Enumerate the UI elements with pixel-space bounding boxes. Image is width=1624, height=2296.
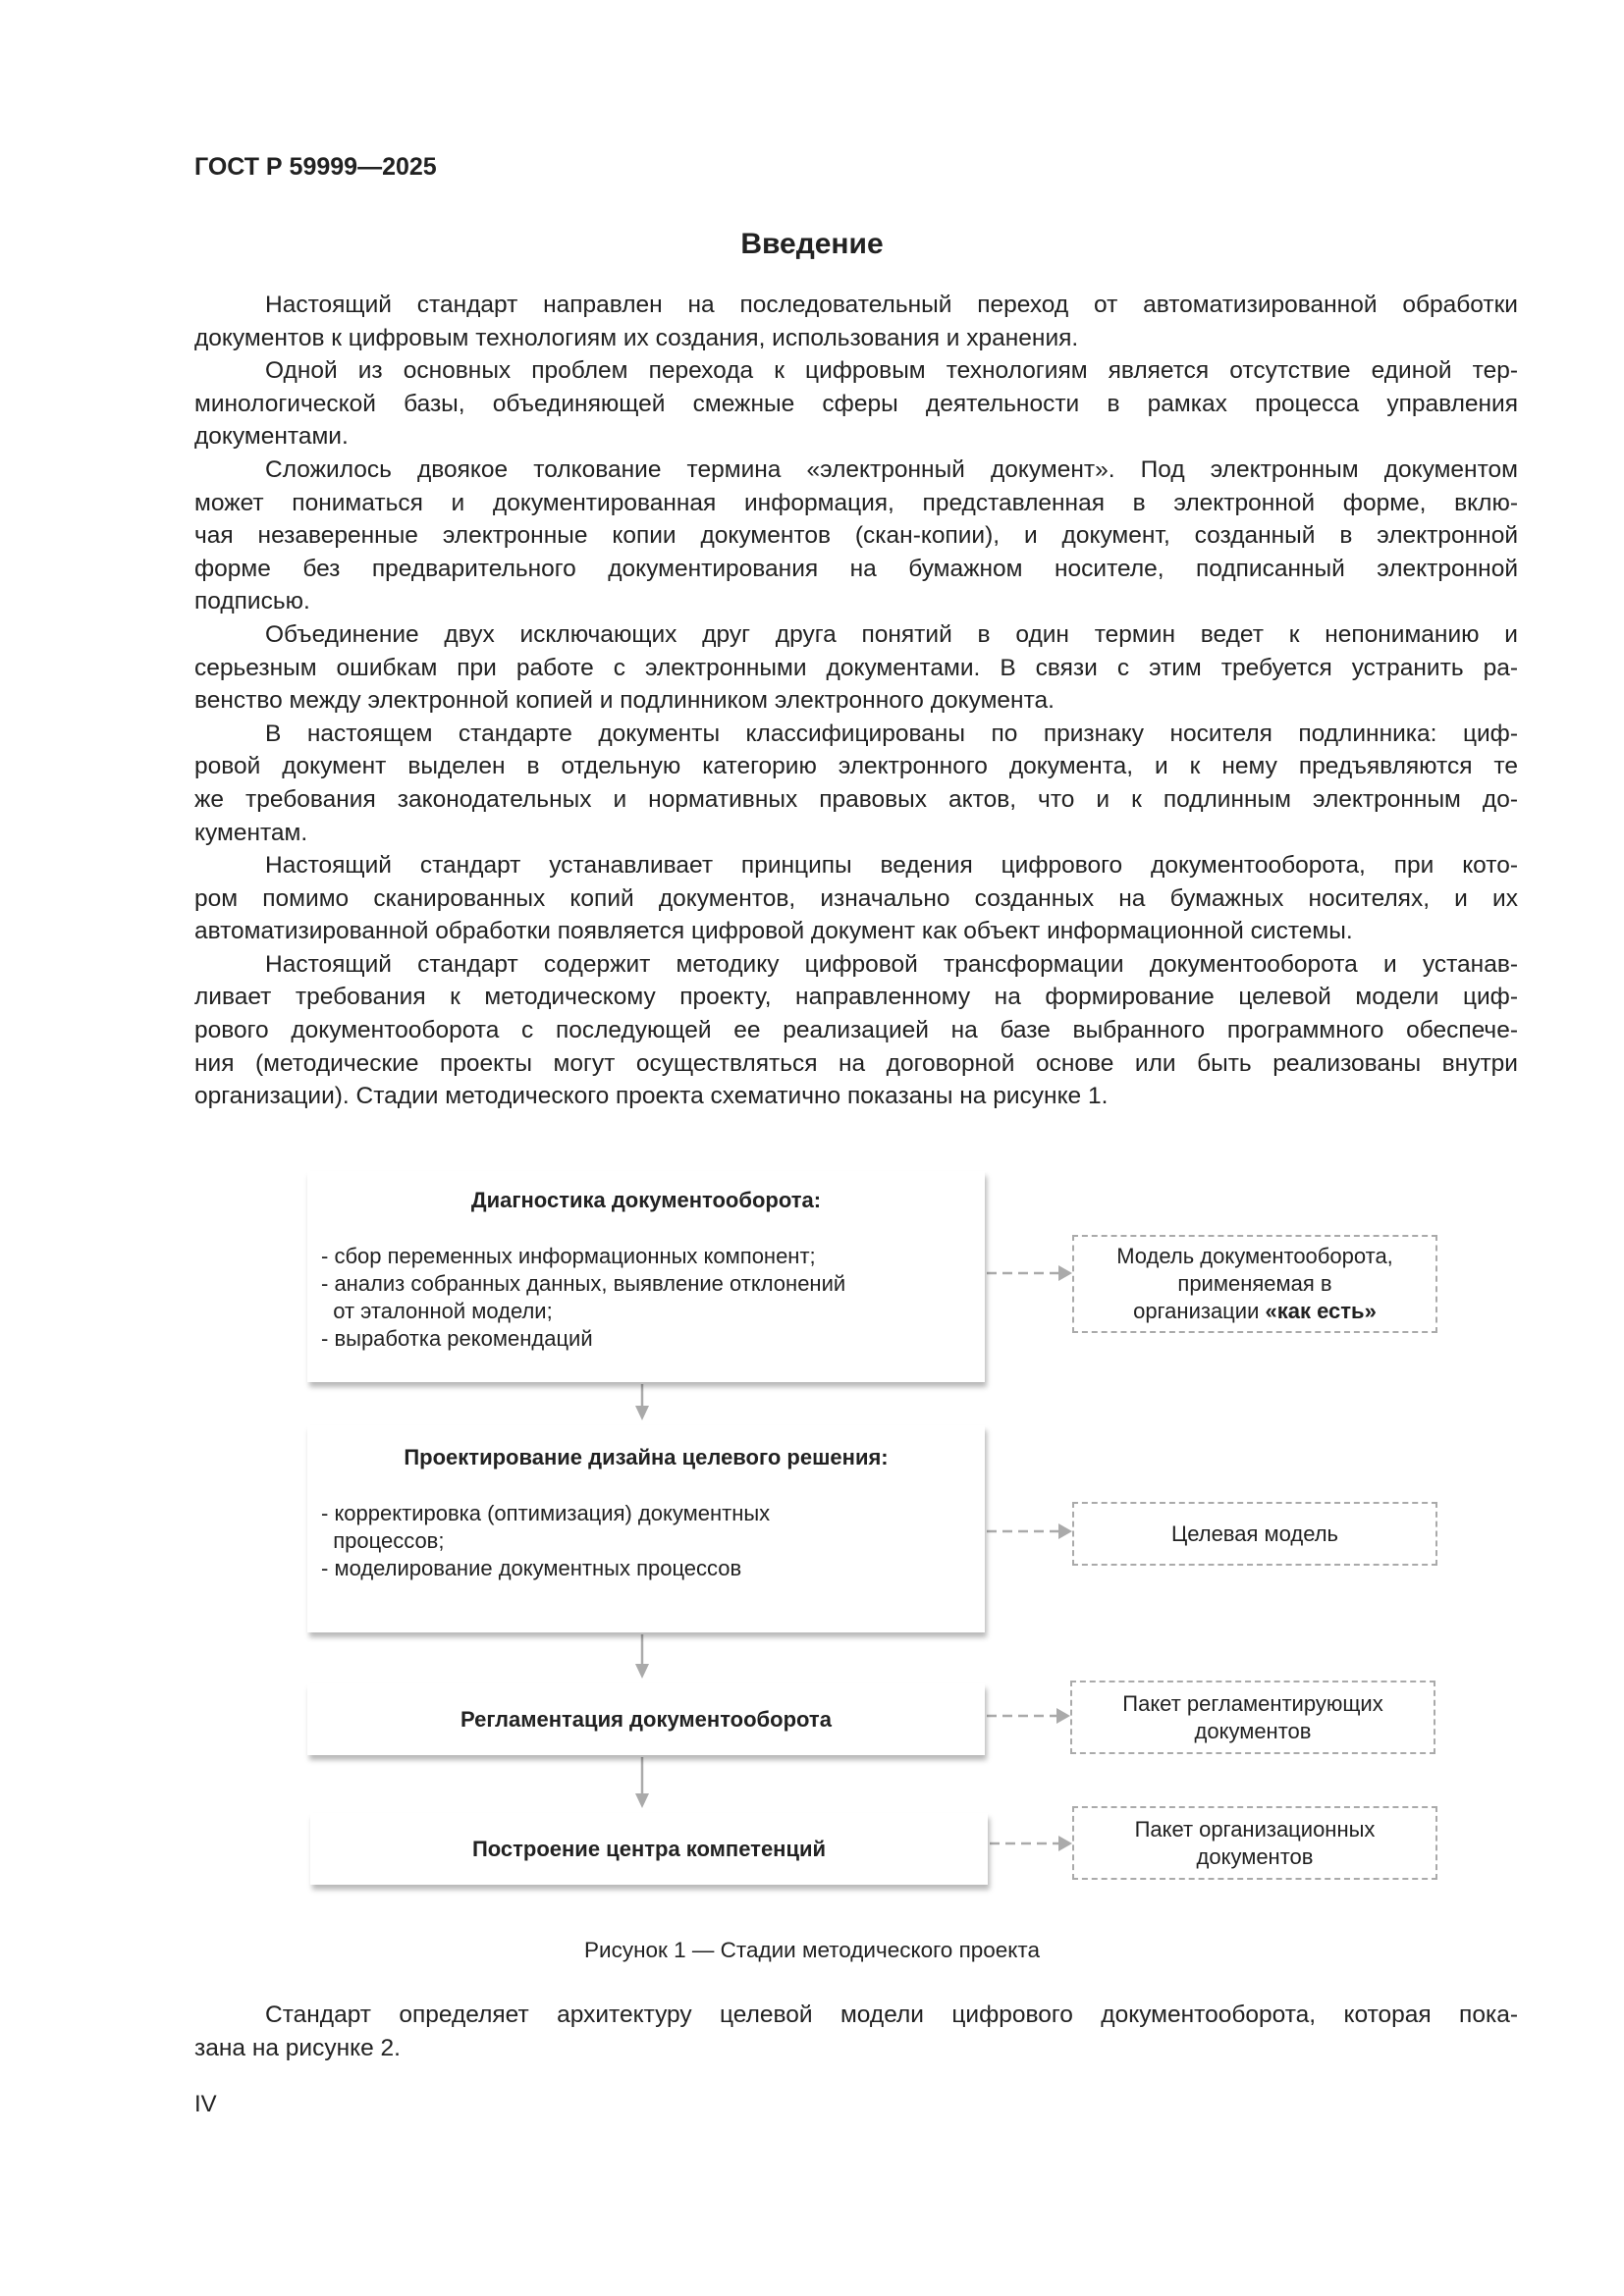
stage-item: - выработка рекомендаций [321,1326,593,1351]
text-line: ливает требования к методическому проекту, направленному на формирование целевой модели циф- [194,984,1518,1011]
output-text: Модель документооборота, [1116,1244,1393,1268]
text-line: Настоящий стандарт направлен на последовательный переход от автоматизированной обработки [265,292,1518,318]
text-line: Настоящий стандарт устанавливает принципы ведения цифрового документооборота, при кото- [265,852,1518,880]
output-text-bold: «как есть» [1265,1299,1377,1323]
stage-item: - моделирование документных процессов [321,1556,742,1580]
output-text: организации [1133,1299,1266,1323]
text-line: Объединение двух исключающих друг друга понятий в один термин ведет к непониманию и [265,620,1518,648]
output-text: Пакет организационных [1134,1816,1376,1842]
text-line: документами. [194,423,349,451]
text-line: Сложилось двоякое толкование термина «электронный документ». Под электронным документом [265,455,1518,483]
stage-box-diagnostics [307,1171,985,1382]
stage-box-regulation [307,1683,985,1755]
text-line: чая незаверенные электронные копии документов (скан-копии), и документ, созданный в электронной [194,522,1518,550]
stage-box-design [307,1425,985,1632]
text-line: Настоящий стандарт содержит методику цифровой трансформации документооборота и устанав- [265,950,1518,978]
text-line: ровой документ выделен в отдельную категорию электронного документа, и к нему предъявляются те [194,753,1518,780]
document-header: ГОСТ Р 59999—2025 [194,153,437,181]
output-box-target-model [1072,1502,1437,1566]
output-text: Целевая модель [1170,1521,1339,1546]
text-line: ром помимо сканированных копий документов, изначально созданных на бумажных носителях, и их [194,884,1518,912]
section-title: Введение [740,228,884,260]
down-arrow-icon [635,1384,649,1420]
text-line: ния (методические проекты могут осуществляться на договорной основе или быть реализованы внутри [194,1049,1518,1077]
stage-title: Регламентация документооборота [460,1706,832,1732]
text-line: подписью. [194,588,310,615]
text-line: рового документооборота с последующей ее реализацией на базе выбранного программного обеспече- [194,1017,1518,1044]
text-line: может пониматься и документированная информация, представленная в электронной форме, вклю- [194,489,1518,516]
stage-title: Построение центра компетенций [471,1836,827,1861]
output-box-regulating-docs [1070,1681,1435,1754]
output-text: документов [1196,1843,1314,1869]
output-box-as-is-model [1072,1235,1437,1333]
final-paragraph [194,1999,1518,2064]
figure-caption: Рисунок 1 — Стадии методического проекта [584,1938,1040,1962]
text-line: зана на рисунке 2. [194,2034,401,2061]
stage-title: Проектирование дизайна целевого решения: [404,1445,889,1469]
stage-title: Диагностика документооборота: [470,1188,822,1212]
intro-text [194,289,1518,1113]
text-line: организации). Стадии методического проекта схематично показаны на рисунке 1. [194,1083,1109,1110]
text-line: Стандарт определяет архитектуру целевой модели цифрового документооборота, которая пока- [265,2002,1518,2028]
stage-box-competence [310,1813,988,1885]
stage-item: от эталонной модели; [321,1299,553,1323]
output-text: Пакет регламентирующих [1122,1690,1383,1716]
text-line: Одной из основных проблем перехода к цифровым технологиям является отсутствие единой тер- [265,357,1518,385]
stage-item: - корректировка (оптимизация) документных [321,1501,771,1525]
text-line: венство между электронной копией и подлинником электронного документа. [194,687,1055,715]
output-text: применяемая в [1177,1271,1332,1296]
stage-item: - сбор переменных информационных компонент; [321,1244,816,1268]
stage-item: процессов; [321,1528,445,1553]
output-box-org-docs [1072,1806,1437,1880]
output-text: документов [1194,1718,1312,1743]
stage-item: - анализ собранных данных, выявление отклонений [321,1271,846,1296]
text-line: В настоящем стандарте документы классифицированы по признаку носителя подлинника: циф- [265,720,1518,747]
text-line: документов к цифровым технологиям их создания, использования и хранения. [194,324,1079,351]
text-line: кументам. [194,819,308,846]
text-line: серьезным ошибкам при работе с электронными документами. В связи с этим требуется устранить ра- [194,654,1518,681]
text-line: же требования законодательных и нормативных правовых актов, что и к подлинным электронным до- [194,785,1518,813]
down-arrow-icon [635,1757,649,1808]
down-arrow-icon [635,1634,649,1679]
page-number: IV [194,2091,217,2117]
text-line: минологической базы, объединяющей смежные сферы деятельности в рамках процесса управления [194,390,1518,417]
text-line: автоматизированной обработки появляется цифровой документ как объект информационной системы. [194,918,1353,945]
text-line: форме без предварительного документирования на бумажном носителе, подписанный электронной [194,555,1518,582]
